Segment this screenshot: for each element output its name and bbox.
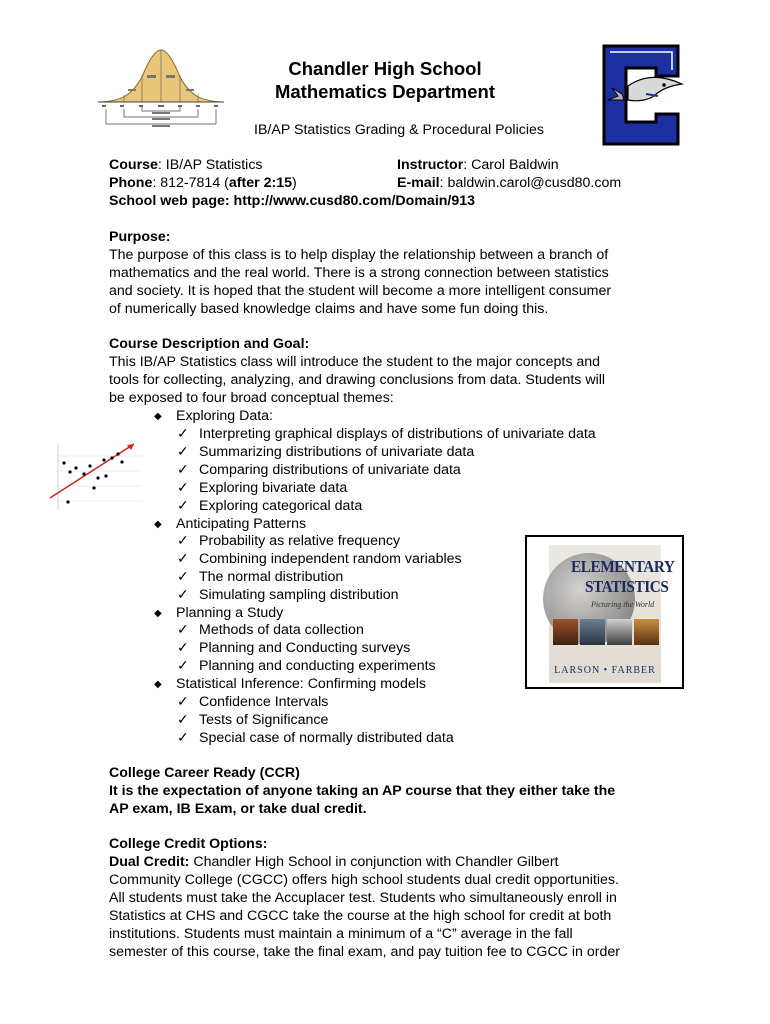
dual-credit-line: Dual Credit: Chandler High School in conjunction with Chandler Gilbert (109, 854, 559, 870)
theme-subitem: ✓ The normal distribution (177, 569, 344, 585)
check-mark-icon: ✓ (177, 551, 189, 567)
phone-info: Phone: 812-7814 (after 2:15) (109, 175, 297, 191)
theme-subitem: ✓ Interpreting graphical displays of distributions of univariate data (177, 426, 596, 442)
instructor-info: Instructor: Carol Baldwin (397, 157, 559, 173)
school-name: Chandler High School (288, 58, 482, 79)
purpose-line: mathematics and the real world. There is a strong connection between statistics (109, 265, 609, 281)
department-name: Mathematics Department (274, 81, 495, 102)
diamond-bullet-icon: ◆ (154, 411, 162, 422)
description-line: This IB/AP Statistics class will introduce the student to the major concepts and (109, 354, 601, 370)
check-mark-icon: ✓ (177, 426, 189, 442)
theme-subitem: ✓ Planning and conducting experiments (177, 658, 436, 674)
check-mark-icon: ✓ (177, 712, 189, 728)
textbook-cover-image (525, 535, 684, 689)
check-mark-icon: ✓ (177, 694, 189, 710)
check-mark-icon: ✓ (177, 640, 189, 656)
theme-subitem: ✓ Probability as relative frequency (177, 533, 401, 549)
theme-item: ◆ Statistical Inference: Confirming models (154, 676, 426, 692)
description-line: be exposed to four broad conceptual themes: (109, 390, 394, 406)
check-mark-icon: ✓ (177, 480, 189, 496)
credit-line: Community College (CGCC) offers high school students dual credit opportunities. (109, 872, 619, 888)
check-mark-icon: ✓ (177, 622, 189, 638)
ccr-line: AP exam, IB Exam, or take dual credit. (109, 801, 367, 817)
credit-line: institutions. Students must maintain a minimum of a “C” average in the fall (109, 926, 573, 942)
purpose-line: of numerically based knowledge claims and have some fun doing this. (109, 301, 549, 317)
check-mark-icon: ✓ (177, 533, 189, 549)
diamond-bullet-icon: ◆ (154, 608, 162, 619)
course-description-heading: Course Description and Goal: (109, 336, 310, 352)
credit-line: semester of this course, take the final exam, and pay tuition fee to CGCC in order (109, 944, 620, 960)
diamond-bullet-icon: ◆ (154, 679, 162, 690)
ccr-heading: College Career Ready (CCR) (109, 765, 300, 781)
description-line: tools for collecting, analyzing, and drawing conclusions from data. Students will (109, 372, 606, 388)
school-web-page: School web page: http://www.cusd80.com/Domain/913 (109, 193, 476, 209)
check-mark-icon: ✓ (177, 730, 189, 746)
theme-subitem: ✓ Simulating sampling distribution (177, 587, 399, 603)
theme-subitem: ✓ Special case of normally distributed data (177, 730, 454, 746)
diamond-bullet-icon: ◆ (154, 519, 162, 530)
theme-subitem: ✓ Methods of data collection (177, 622, 364, 638)
book-authors: LARSON • FARBER (554, 665, 656, 676)
purpose-line: The purpose of this class is to help display the relationship between a branch of (109, 247, 609, 263)
document-subtitle: IB/AP Statistics Grading & Procedural Policies (254, 122, 544, 138)
theme-subitem: ✓ Tests of Significance (177, 712, 329, 728)
book-tagline: Picturing the World (591, 600, 655, 609)
check-mark-icon: ✓ (177, 587, 189, 603)
book-title: ELEMENTARY (571, 557, 675, 576)
theme-subitem: ✓ Confidence Intervals (177, 694, 329, 710)
check-mark-icon: ✓ (177, 498, 189, 514)
theme-item: ◆ Anticipating Patterns (154, 516, 307, 532)
purpose-heading: Purpose: (109, 229, 171, 245)
purpose-line: and society. It is hoped that the student will become a more intelligent consumer (109, 283, 612, 299)
check-mark-icon: ✓ (177, 658, 189, 674)
theme-subitem: ✓ Combining independent random variables (177, 551, 462, 567)
ccr-line: It is the expectation of anyone taking an AP course that they either take the (109, 783, 616, 799)
theme-subitem: ✓ Comparing distributions of univariate data (177, 462, 461, 478)
theme-subitem: ✓ Exploring categorical data (177, 498, 363, 514)
check-mark-icon: ✓ (177, 569, 189, 585)
credit-line: All students must take the Accuplacer test. Students who simultaneously enroll in (109, 890, 617, 906)
college-credit-heading: College Credit Options: (109, 836, 268, 852)
theme-subitem: ✓ Planning and Conducting surveys (177, 640, 411, 656)
scatterplot-image (48, 436, 144, 512)
course-info: Course: IB/AP Statistics (109, 157, 263, 173)
book-photo-strip (553, 619, 659, 645)
theme-item: ◆ Exploring Data: (154, 408, 273, 424)
check-mark-icon: ✓ (177, 462, 189, 478)
check-mark-icon: ✓ (177, 444, 189, 460)
email-info: E-mail: baldwin.carol@cusd80.com (397, 175, 622, 191)
theme-subitem: ✓ Summarizing distributions of univariate data (177, 444, 475, 460)
book-title: STATISTICS (585, 577, 669, 596)
credit-line: Statistics at CHS and CGCC take the course at the high school for credit at both (109, 908, 612, 924)
theme-item: ◆ Planning a Study (154, 605, 284, 621)
theme-subitem: ✓ Exploring bivariate data (177, 480, 348, 496)
